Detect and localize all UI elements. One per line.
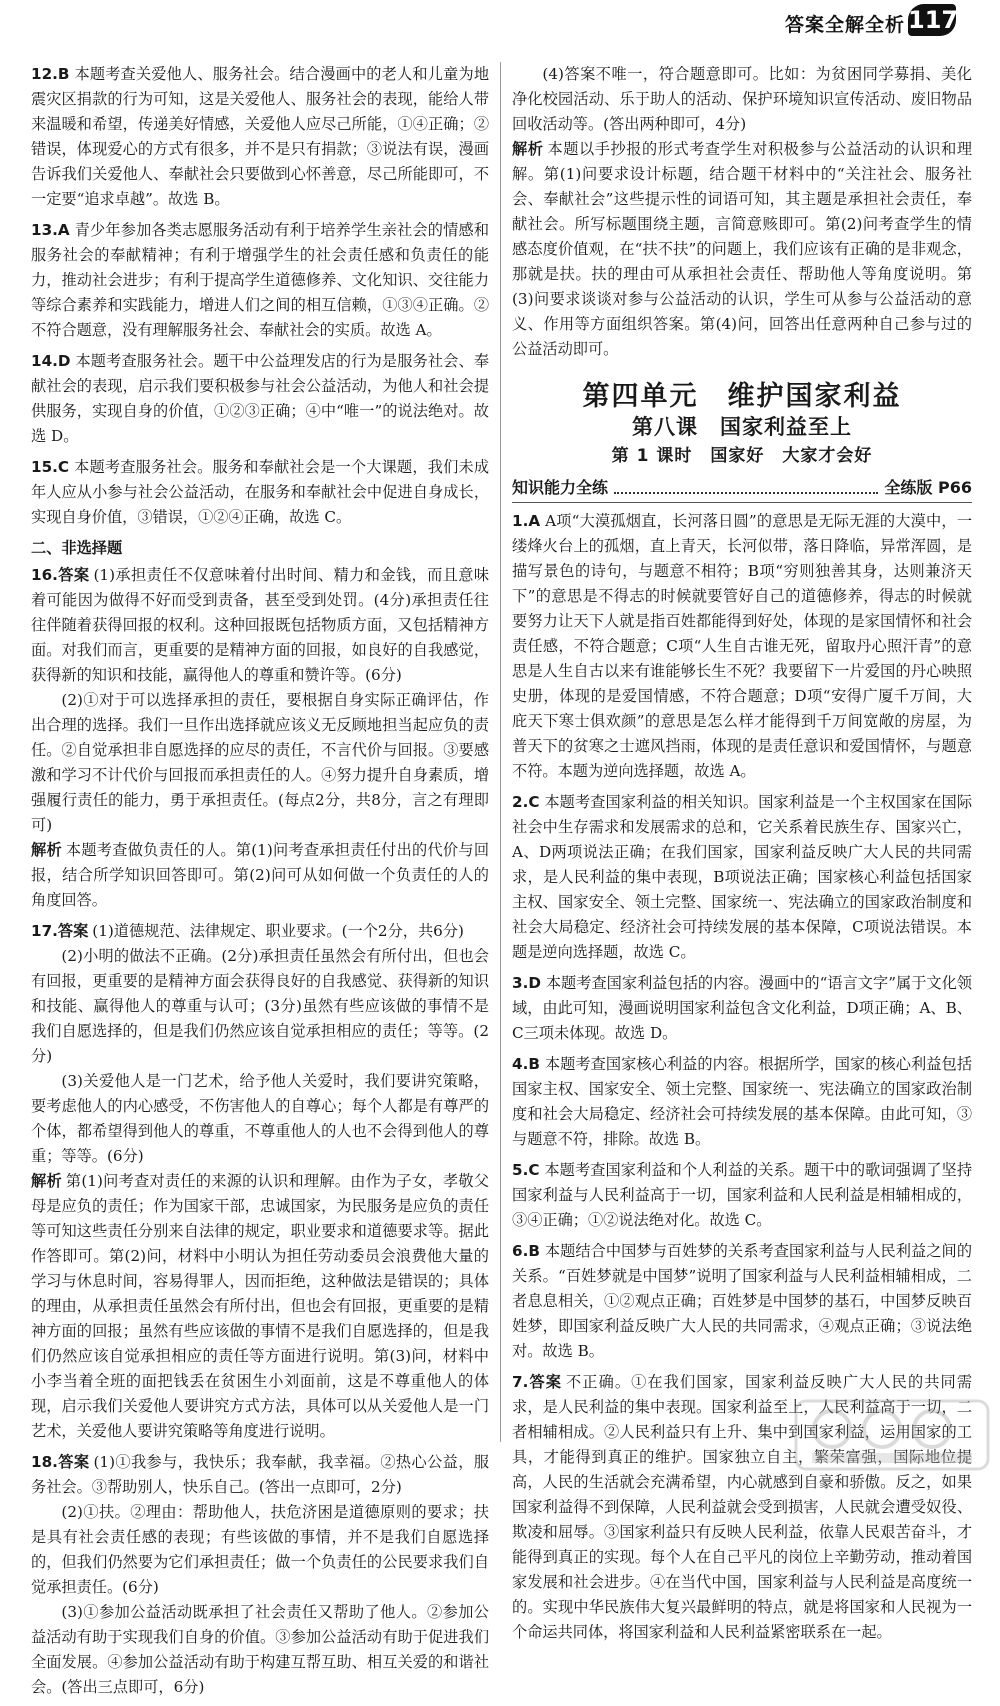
answer-6 xyxy=(512,1239,972,1364)
column-divider xyxy=(500,62,501,1442)
answer-2 xyxy=(512,790,972,965)
answer-5 xyxy=(512,1158,972,1233)
answer-number: 13.A xyxy=(31,221,70,239)
answer-paragraph: (3)①参加公益活动既承担了社会责任又帮助了他人。②参加公益活动有助于实现我们自身的价值。③参加公益活动有助于促进我们全面发展。④参加公益活动有助于构建互帮互助、相互关爱的和谐社会。(答出三点即可，6分) xyxy=(31,1603,489,1696)
answer-text: 本题结合中国梦与百姓梦的关系考查国家利益与人民利益之间的关系。“百姓梦就是中国梦”说明了国家利益与人民利益相辅相成，二者息息相关，①②观点正确；百姓梦是中国梦的基石，中国梦反映百姓梦，即国家利益反映广大人民的共同需求，④观点正确；③说法绝对。故选 B。 xyxy=(512,1242,973,1360)
answer-number: 12.B xyxy=(31,65,70,83)
answer-paragraph: (2)①扶。②理由：帮助他人，扶危济困是道德原则的要求；扶是具有社会责任感的表现；有些该做的事情，并不是我们自愿选择的，但我们仍然要为它们承担责任；做一个负责任的公民要求我们自觉承担责任。(6分) xyxy=(31,1503,489,1596)
answer-text: 本题考查国家利益的相关知识。国家利益是一个主权国家在国际社会中生存需求和发展需求的总和，它关系着民族生存、国家兴亡，A、D两项说法正确；在我们国家，国家利益反映广大人民的共同需求，是人民利益的集中表现，B项说法正确；国家核心利益包括国家主权、国家安全、领土完整、国家统一、宪法确立的国家政治制度和社会大局稳定、经济社会可持续发展的基本保障，C项说法错误。本题是逆向选择题，故选 C。 xyxy=(512,793,973,961)
explanation-text: 第(1)问考查对责任的来源的认识和理解。由作为子女，孝敬父母是应负的责任；作为国家干部，忠诚国家，为民服务是应负的责任等可知这些责任分别来自法律的规定，职业要求和道德要求等。据此作答即可。第(2)问，材料中小明认为担任劳动委员会浪费他大量的学习与休息时间，容易得罪人，因而拒绝，这种做法是错误的；具体的理由，从承担责任虽然会有所付出，但也会有回报，更重要的是精神方面的回报；虽然有些应该做的事情不是我们自愿选择的，但是我们仍然应该自觉承担相应的责任等方面进行说明。第(3)问，材料中小李当着全班的面把钱丢在贫困生小刘面前，这是不尊重他人的体现，启示我们关爱他人要讲究方式方法，具体可以从关爱他人是一门艺术，关爱他人要讲究策略等角度进行说明。 xyxy=(31,1172,490,1440)
answer-18-continued xyxy=(512,62,972,362)
section-heading: 二、非选择题 xyxy=(31,539,123,557)
explanation-text: 本题以手抄报的形式考查学生对积极参与公益活动的认识和理解。第(1)问要求设计标题，结合题干材料中的“关注社会、服务社会、奉献社会”这些提示性的词语可知，其主题是承担社会责任，奉献社会。所写标题围绕主题，言简意赅即可。第(2)问考查学生的情感态度价值观，在“扶不扶”的问题上，我们应该有正确的是非观念，那就是扶。扶的理由可从承担社会责任、帮助他人等角度说明。第(3)问要求谈谈对参与公益活动的认识，学生可从参与公益活动的意义、作用等方面组织答案。第(4)问，回答出任意两种自己参与过的公益活动即可。 xyxy=(512,140,973,358)
explanation-label: 解析 xyxy=(512,140,544,158)
answer-paragraph: (1)①我参与，我快乐；我奉献，我幸福。②热心公益，服务社会。③帮助别人，快乐自己。(答出一点即可，2分) xyxy=(31,1453,490,1496)
answer-number: 6.B xyxy=(512,1242,540,1260)
unit-title: 第四单元 维护国家利益 xyxy=(582,381,902,412)
answer-label: 答案 xyxy=(57,1453,90,1471)
answer-16 xyxy=(31,563,489,913)
answer-14 xyxy=(31,349,489,449)
answer-label: 答案 xyxy=(57,922,89,940)
header-title: 答案全解全析 xyxy=(784,14,905,36)
answer-number: 15.C xyxy=(31,458,70,476)
answer-text: 本题考查国家核心利益的内容。根据所学，国家的核心利益包括国家主权、国家安全、领土完整、国家统一、宪法确立的国家政治制度和社会大局稳定、经济社会可持续发展的基本保障。由此可知，③与题意不符，排除。故选 B。 xyxy=(512,1055,973,1148)
answer-text: 本题考查国家利益包括的内容。漫画中的“语言文字”属于文化领域，由此可知，漫画说明国家利益包含文化利益，D项正确；A、B、C三项未体现。故选 D。 xyxy=(512,974,973,1042)
answer-17 xyxy=(31,919,489,1444)
answer-number: 4.B xyxy=(512,1055,540,1073)
answer-12 xyxy=(31,62,489,212)
answer-text: 本题考查服务社会。服务和奉献社会是一个大课题，我们未成年人应从小参与社会公益活动，在服务和奉献社会中促进自身成长，实现自身价值，③错误，①②④正确，故选 C。 xyxy=(31,458,490,526)
answer-paragraph: (2)小明的做法不正确。(2分)承担责任虽然会有所付出，但也会有回报，更重要的是精神方面会获得良好的自我感觉、获得新的知识和技能、赢得他人的尊重与认可；(3分)虽然有些应该做的事情不是我们自愿选择的，但是我们仍然应该自觉承担相应的责任；等等。(2分) xyxy=(31,947,489,1065)
explanation-label: 解析 xyxy=(31,1172,62,1190)
answer-15 xyxy=(31,455,489,530)
page-number: 117 xyxy=(908,6,959,34)
answer-number: 7. xyxy=(512,1373,529,1391)
answer-number: 14.D xyxy=(31,352,71,370)
answer-text: 本题考查关爱他人、服务社会。结合漫画中的老人和儿童为地震灾区捐款的行为可知，这是关爱他人、服务社会的表现，能给人带来温暖和希望，传递美好情感，关爱他人应尽己所能，①④正确；②错误，体现爱心的方式有很多，并不是只有捐款；③说法有误，漫画告诉我们关爱他人、奉献社会只要做到心怀善意，尽己所能即可，不一定要“追求卓越”。故选 B。 xyxy=(31,65,490,208)
answer-number: 17. xyxy=(31,922,58,940)
answer-text: 不正确。①在我们国家，国家利益反映广大人民的共同需求，是人民利益的集中表现。国家利益至上，人民利益高于一切，二者相辅相成。②人民利益只有上升、集中到国家利益，运用国家的工具，才能得到真正的维护。国家独立自主，繁荣富强，国际地位提高，人民的生活就会充满希望，内心就感到自豪和骄傲。反之，如果国家利益得不到保障，人民利益就会受到损害，人民就会遭受奴役、欺凌和屈辱。③国家利益只有反映人民利益，依靠人民艰苦奋斗，才能得到真正的实现。每个人在自己平凡的岗位上辛勤劳动，推动着国家发展和社会进步。④在当代中国，国家利益与人民利益是高度统一的。实现中华民族伟大复兴最鲜明的特点，就是将国家和人民视为一个命运共同体，将国家利益和人民利益紧密联系在一起。 xyxy=(512,1373,973,1641)
answer-text: 本题考查国家利益和个人利益的关系。题干中的歌词强调了坚持国家利益与人民利益高于一切，国家利益和人民利益是相辅相成的，③④正确；①②说法绝对化。故选 C。 xyxy=(512,1161,973,1229)
answer-paragraph: (1)承担责任不仅意味着付出时间、精力和金钱，而且意味着可能因为做得不好而受到责备，甚至受到处罚。(4分)承担责任往往伴随着获得回报的权利。这种回报既包括物质方面，又包括精神方面。对我们而言，更重要的是精神方面的回报，如良好的自我感觉，获得新的知识和技能，赢得他人的尊重和赞许等。(6分) xyxy=(31,566,490,684)
answer-number: 1.A xyxy=(512,512,541,530)
answer-3 xyxy=(512,971,972,1046)
answer-label: 答案 xyxy=(57,566,90,584)
answer-paragraph: (4)答案不唯一，符合题意即可。比如：为贫困同学募捐、美化净化校园活动、乐于助人的活动、保护环境知识宣传活动、废旧物品回收活动等。(答出两种即可，4分) xyxy=(512,65,972,133)
answer-number: 5.C xyxy=(512,1161,540,1179)
answer-paragraph: (3)关爱他人是一门艺术，给予他人关爱时，我们要讲究策略，要考虑他人的内心感受，不伤害他人的自尊心；每个人都是有尊严的个体，都希望得到他人的尊重，不尊重他人的人也不会得到他人的尊重；等等。(6分) xyxy=(31,1072,489,1165)
period-title: 第 1 课时 国家好 大家才会好 xyxy=(611,446,873,466)
answer-number: 18. xyxy=(31,1453,58,1471)
answer-1 xyxy=(512,509,972,784)
answer-paragraph: (2)①对于可以选择承担的责任，要根据自身实际正确评估，作出合理的选择。我们一旦作出选择就应该义无反顾地担当起应负的责任。②自觉承担非自愿选择的应尽的责任，不言代价与回报。③要感激和学习不计代价与回报而承担责任的人。④努力提升自身素质，增强履行责任的能力，勇于承担责任。(每点2分，共8分，言之有理即可) xyxy=(31,691,489,834)
section-bar-label: 知识能力全练 xyxy=(512,478,609,497)
section-bar xyxy=(512,475,972,503)
watermark-logo xyxy=(792,1395,992,1475)
answer-text: 本题考查服务社会。题干中公益理发店的行为是服务社会、奉献社会的表现，启示我们要积极参与社会公益活动，为他人和社会提供服务，实现自身的价值，①②③正确；④中“唯一”的说法绝对。故选 D。 xyxy=(31,352,490,445)
answer-text: 青少年参加各类志愿服务活动有利于培养学生亲社会的情感和服务社会的奉献精神；有利于增强学生的社会责任感和负责任的能力，推动社会进步；有利于提高学生道德修养、文化知识、交往能力等综合素养和实践能力，增进人们之间的相互信赖，①③④正确。②不符合题意，没有理解服务社会、奉献社会的实质。故选 A。 xyxy=(31,221,490,339)
answer-text: A项“大漠孤烟直，长河落日圆”的意思是无际无涯的大漠中，一缕烽火台上的孤烟，直上青天，长河似带，落日降临，异常浑圆，是描写景色的诗句，与题意不相符；B项“穷则独善其身，达则兼济天下”的意思是不得志的时候就要管好自己的道德修养，得志的时候就要努力让天下人就是指百姓都能得到好处，体现的是家国情怀和社会责任感，不符合题意；C项“人生自古谁无死，留取丹心照汗青”的意思是人生自古以来有谁能够长生不死？我要留下一片爱国的丹心映照史册，体现的是爱国情感，不符合题意；D项“安得广厦千万间，大庇天下寒士俱欢颜”的意思是怎么样才能得到千万间宽敞的房屋，为普天下的贫寒之士遮风挡雨，体现的是责任意识和爱国情怀，与题意不符。本题为逆向选择题，故选 A。 xyxy=(512,512,973,780)
answer-18 xyxy=(31,1450,489,1700)
explanation-label: 解析 xyxy=(31,841,62,859)
answer-13 xyxy=(31,218,489,343)
explanation-text: 本题考查做负责任的人。第(1)问考查承担责任付出的代价与回报，结合所学知识回答即可。第(2)问可从如何做一个负责任的人的角度回答。 xyxy=(31,841,490,909)
left-column xyxy=(31,62,489,1706)
answer-number: 16. xyxy=(31,566,58,584)
answer-paragraph: (1)道德规范、法律规定、职业要求。(一个2分，共6分) xyxy=(92,922,464,940)
answer-number: 3.D xyxy=(512,974,541,992)
answer-label: 答案 xyxy=(528,1373,563,1391)
section-bar-page-ref: 全练版 P66 xyxy=(884,478,972,497)
answer-number: 2.C xyxy=(512,793,540,811)
lesson-title: 第八课 国家利益至上 xyxy=(632,415,852,439)
dotted-leader xyxy=(614,482,878,494)
answer-4 xyxy=(512,1052,972,1152)
